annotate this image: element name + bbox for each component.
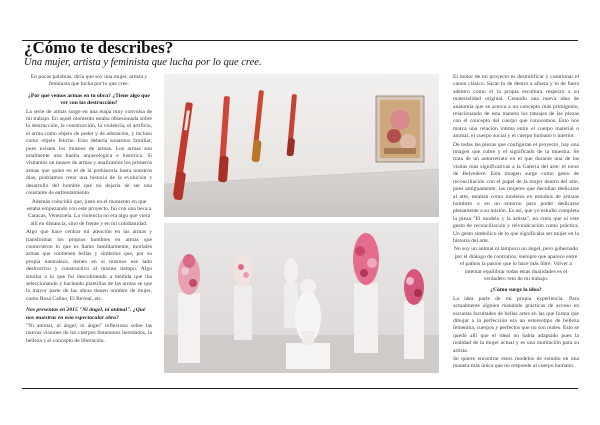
paragraph: Se quiere encontrar estos modelos de estudio en una manera más única que no responde al cuerpo humano. bbox=[453, 356, 579, 370]
pedestal-right bbox=[404, 269, 424, 359]
paragraph: Además coincidió que, justo en el momento en que estaba empezando con este proyecto, fui con una beca a Caracas, Venezuela. La violencia no era algo que viera allí en distancia, sino de frente y en mi cotidianidad. bbox=[26, 198, 152, 227]
paragraph: De todas las piezas que configuran el proyecto, hay una imagen que cubre y el significado de la muestra. Se trata de un autorretrato en el que durante una de las visitas más significativas a la Galería del arte: el torso de Belvedere. Esta imagen surge como gesto de reconciliación con el papel de la mujer dentro del arte, pues antiguamente, las mujeres que decidían dedicarse al arte, estaban como modelos en estudios de artistas hombres o en un entorno para poder dedicarse plenamente a su misión. Es así, que yo estudio completa la pieza "El modelo y la artista", no creía que ni este gesto de reconciliación y reivindicación como práctica. Un gesto simbólico de lo que significaba ser mujer en la historia del arte. bbox=[453, 141, 579, 244]
article-title: ¿Cómo te describes? bbox=[24, 38, 174, 57]
intro-paragraph: En pocas palabras, diría que soy una mujer, artista y feminista que lucha por lo que cree. bbox=[30, 74, 148, 88]
sculptures-installation-image bbox=[164, 223, 439, 373]
bottom-rule bbox=[22, 388, 578, 389]
gallery-photo-rifles bbox=[164, 74, 439, 217]
paragraph: La serie de armas surge en una etapa muy convulsa de mi trabajo. En aquel momento estaba obsesionada sobre la destrucción, la construcción, la violencia, el artificio, el arma como objeto de poder y de adoración, y incluso como objeto fetiche. Esto debería sonarnos familiar, pues existen los museos de armas. Los armas son totalmente una huella arqueológica e histórica. Si visitamos un museo de armas y analizamos los primeros armas que quien en el de la prehistoria hasta nuestros días, podríamos crear una historia de la evolución y desarrollo del hombre que no dejaría de ser una constante de enfrentamiento. bbox=[26, 108, 152, 197]
paragraph: Algo que hace centrar mi atención en las armas y transformar los propios hombres en armas que contuvieron lo que es llamo familiarmente, mortales armas que contienen bellas y símbolos que, por su propia naturaleza, tienen en sí mismos ese lado destructivo y constructivo al mismo tiempo. Algo similar a lo que fui descubriendo a medida que iba seleccionando y haciendo plantillas de las armas se que la mayor parte de las obras tienen nombre de mujer, como Rosa Callao, El Reveal, etc. bbox=[26, 229, 152, 302]
pedestal-mid-left bbox=[234, 255, 252, 340]
left-text-column bbox=[26, 74, 152, 380]
framed-artwork bbox=[376, 96, 424, 162]
question-2015-work: Nos presentas en 2015 "Ni ángel, ni animal". ¿Qué nos muestras en esta espectacular obra? bbox=[26, 307, 146, 321]
rifles-installation-image bbox=[164, 74, 439, 217]
right-text-column bbox=[453, 74, 579, 380]
pedestal-left bbox=[178, 254, 200, 363]
question-weapons: ¿Por qué vemos armas en tu obra? ¿Tiene algo que ver con las destrucción? bbox=[28, 92, 150, 107]
paragraph: "Ni animal, ni ángel, ni ángel" reflexiona sobre las nuevas visiones de los cuerpos femeninos heredados, la belleza y el concepto de liberación. bbox=[26, 323, 152, 344]
question-idea: ¿Cómo surge la idea? bbox=[490, 287, 542, 294]
article-subtitle: Una mujer, artista y feminista que lucha por lo que cree. bbox=[24, 57, 262, 68]
paragraph: No soy un animal ni tampoco un ángel, pero gobernado por el diálogo de contrarios, siempre que aparece entre el pathos la pasión que lo hace más libre. Volver a intentar equilibrar todas estas dualidades es el verdadero reto de mi trabajo. bbox=[453, 246, 579, 282]
paragraph: El motor de mi proyecto es desmitificar y cuestionar el canon clásico. Sacar lo de dentro a afuera y lo de fuera adentro como el la propia escultura respecto a su materialidad original. Creando una nueva idea de anatomía que se acerca a un concepto más primigenio, relacionando de esta manera los tatuajes de las piezas con el concepto del cuerpo que conocemos. Esto nos marca una relación íntima entre el cuerpo material o animal, el cuerpo social y el cuerpo humano o interior. bbox=[453, 74, 579, 140]
paragraph: La idea parte de mi propia experiencia. Para actualmente alguien mandado prácticas de acceso en escuelas facultades de bellas artes en las que forma que dibujar a la perfección era un estereotipo de belleza femenina, cuerpos y perfectos que no son reales. Esto se quedó allí que el ideal no había adaptado pues la realidad de la mujer actual y es una mutilación para su artista. bbox=[453, 295, 579, 354]
pedestal-mid-right bbox=[353, 233, 379, 353]
gallery-photo-sculptures bbox=[164, 223, 439, 373]
